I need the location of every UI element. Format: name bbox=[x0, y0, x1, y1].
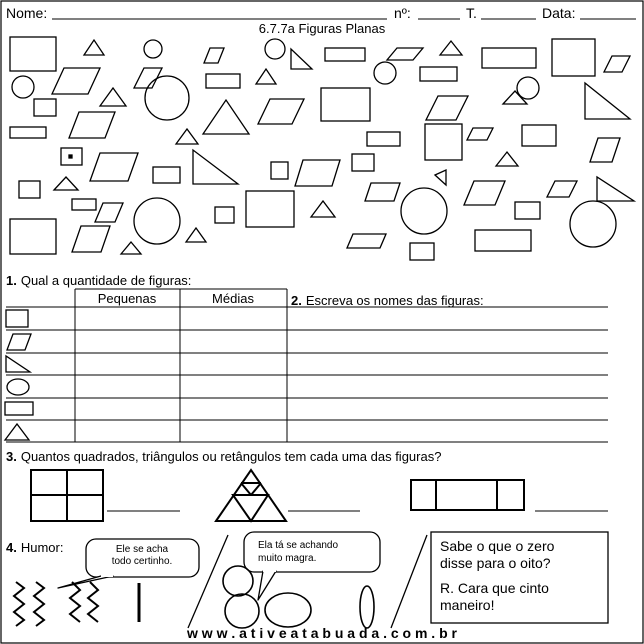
turma-label: T. bbox=[466, 5, 477, 21]
section2-question: Escreva os nomes das figuras: bbox=[305, 293, 484, 308]
worksheet-title: 6.7.7a Figuras Planas bbox=[258, 21, 386, 36]
small-triangle-shape bbox=[435, 170, 446, 185]
triangle-shape bbox=[176, 129, 198, 144]
row-rectangle-icon bbox=[5, 402, 33, 415]
parallelogram-shape bbox=[547, 181, 577, 197]
squiggle-3 bbox=[70, 582, 80, 622]
parallelogram-shape bbox=[604, 56, 630, 72]
triangle-shape bbox=[203, 100, 249, 134]
row-circle-icon bbox=[7, 379, 29, 395]
circle-shape bbox=[570, 201, 616, 247]
section4-label bbox=[6, 540, 63, 555]
column-header-pequenas: Pequenas bbox=[97, 291, 157, 306]
parallelogram-shape bbox=[590, 138, 620, 162]
circle-shape bbox=[12, 76, 34, 98]
triangle-shape bbox=[54, 177, 78, 190]
square-shape bbox=[552, 39, 595, 76]
square-shape bbox=[19, 181, 40, 198]
square-dot-mark bbox=[69, 155, 72, 158]
triangle-shape bbox=[100, 88, 126, 106]
triangle-shape bbox=[84, 40, 104, 55]
square-shape bbox=[215, 207, 234, 223]
rectangle-shape bbox=[475, 230, 531, 251]
section3-figures bbox=[31, 470, 524, 521]
square-shape bbox=[34, 99, 56, 116]
section1-label bbox=[6, 273, 191, 288]
parallelogram-shape bbox=[95, 203, 123, 222]
row-square-icon bbox=[6, 310, 28, 327]
parallelogram-shape bbox=[258, 99, 304, 124]
squiggle-4 bbox=[88, 582, 98, 622]
triangle-shape bbox=[256, 69, 276, 84]
divided-rectangle-figure bbox=[411, 480, 524, 510]
joke-line4: R. Cara que cinto bbox=[440, 580, 549, 596]
rectangle-shape bbox=[482, 48, 536, 68]
parallelogram-shape bbox=[204, 48, 224, 63]
parallelogram-shape bbox=[365, 183, 400, 201]
square-shape bbox=[10, 37, 56, 71]
rectangle-shape bbox=[153, 167, 180, 183]
parallelogram-shape bbox=[347, 234, 386, 248]
circle-shape bbox=[145, 76, 189, 120]
right-triangle-shape bbox=[585, 83, 630, 119]
square-shape bbox=[410, 243, 434, 260]
rectangle-shape bbox=[325, 48, 365, 61]
rectangle-shape bbox=[367, 132, 400, 146]
parallelogram-shape bbox=[426, 96, 468, 120]
humor-squiggles bbox=[14, 582, 98, 626]
parallelogram-shape bbox=[52, 68, 100, 94]
square-shape bbox=[321, 88, 370, 121]
rectangle-shape bbox=[72, 199, 96, 210]
joke-line2: disse para o oito? bbox=[440, 555, 551, 571]
section1-question: Qual a quantidade de figuras: bbox=[20, 273, 192, 288]
bubble2-line1: Ela tá se achando bbox=[258, 540, 339, 551]
column-header-medias: Médias bbox=[212, 291, 254, 306]
square-shape bbox=[425, 124, 462, 160]
section4-number: 4. bbox=[6, 540, 17, 555]
section4-title: Humor: bbox=[20, 540, 64, 555]
squiggle-2 bbox=[34, 582, 44, 626]
bubble1-line1: Ele se acha bbox=[115, 544, 169, 555]
triangle-shape bbox=[186, 228, 206, 242]
section1-table bbox=[6, 289, 608, 442]
row-right-triangle-icon bbox=[6, 356, 30, 372]
row-triangle-icon bbox=[5, 424, 29, 440]
parallelogram-shape bbox=[467, 128, 493, 140]
data-label: Data: bbox=[542, 5, 576, 21]
right-triangle-shape bbox=[291, 49, 312, 69]
bubble2-line2: muito magra. bbox=[258, 553, 317, 564]
joke-line1: Sabe o que o zero bbox=[440, 538, 555, 554]
section2-number: 2. bbox=[291, 293, 302, 308]
parallelogram-shape bbox=[69, 112, 115, 138]
section3-number: 3. bbox=[6, 449, 17, 464]
square-shape bbox=[515, 202, 540, 219]
parallelogram-shape bbox=[387, 48, 423, 60]
squiggle-1 bbox=[14, 582, 24, 626]
bubble1-line2: todo certinho. bbox=[111, 556, 173, 567]
website-footer[interactable]: w w w . a t i v e a t a b u a d a . c o m . b r bbox=[187, 625, 457, 641]
triangle-shape bbox=[121, 242, 141, 254]
rectangle-shape bbox=[206, 74, 240, 88]
section1-number: 1. bbox=[6, 273, 17, 288]
circle-shape bbox=[144, 40, 162, 58]
rectangle-shape bbox=[522, 125, 556, 146]
section3-label bbox=[6, 449, 441, 464]
section2-label bbox=[291, 293, 484, 308]
section3-question: Quantos quadrados, triângulos ou retângulos tem cada uma das figuras? bbox=[20, 449, 442, 464]
circle-shape bbox=[265, 39, 285, 59]
square-shape bbox=[10, 219, 56, 254]
parallelogram-shape bbox=[72, 226, 110, 252]
square-shape bbox=[271, 162, 288, 179]
shapes-collection bbox=[10, 37, 634, 260]
row-parallelogram-icon bbox=[7, 334, 31, 350]
triangle-shape bbox=[311, 201, 335, 217]
rectangle-shape bbox=[10, 127, 46, 138]
parallelogram-shape bbox=[90, 153, 138, 181]
humor-eight-figure bbox=[223, 566, 374, 628]
right-triangle-shape bbox=[193, 150, 238, 184]
right-triangle-shape bbox=[597, 177, 634, 201]
triangle-shape bbox=[496, 152, 518, 166]
circle-shape bbox=[517, 77, 539, 99]
circle-shape bbox=[374, 62, 396, 84]
square-shape bbox=[246, 191, 294, 227]
triangle-shape bbox=[440, 41, 462, 55]
parallelogram-shape bbox=[295, 160, 340, 186]
rectangle-shape bbox=[420, 67, 457, 81]
nome-label: Nome: bbox=[6, 5, 48, 21]
joke-line5: maneiro! bbox=[440, 597, 495, 613]
circle-shape bbox=[134, 198, 180, 244]
circle-shape bbox=[401, 188, 447, 234]
numero-label: nº: bbox=[394, 5, 411, 21]
square-shape bbox=[352, 154, 374, 171]
parallelogram-shape bbox=[464, 181, 505, 205]
